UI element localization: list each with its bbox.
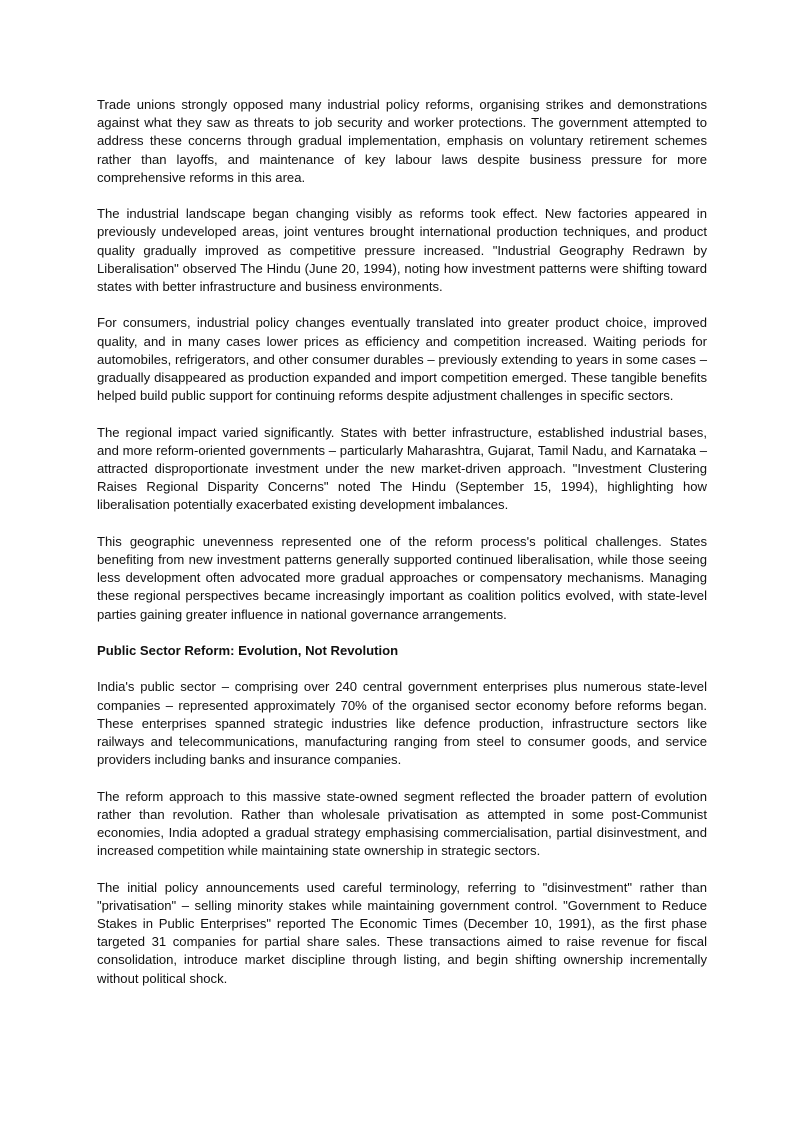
document-page [97,96,707,1006]
paragraph-trade-unions: Trade unions strongly opposed many industrial policy reforms, organising strikes and demonstrations against what they saw as threats to job security and worker protections. The government attempted to address these concerns through gradual implementation, emphasis on voluntary retirement schemes rather than layoffs, and maintenance of key labour laws despite business pressure for more comprehensive reforms in this area. [97,97,707,185]
paragraph-industrial-landscape: The industrial landscape began changing visibly as reforms took effect. New factories appeared in previously undeveloped areas, joint ventures brought international production techniques, and product quality gradually improved as competitive pressure increased. "Industrial Geography Redrawn by Liberalisation" observed The Hindu (June 20, 1994), noting how investment patterns were shifting toward states with better infrastructure and business environments. [97,206,707,295]
paragraph-geographic-unevenness: This geographic unevenness represented one of the reform process's political challenges. States benefiting from new investment patterns generally supported continued liberalisation, while those seeing less development often advocated more gradual approaches or compensatory mechanisms. Managing these regional perspectives became increasingly important as coalition politics evolved, with state-level parties gaining greater influence in national governance arrangements. [97,533,707,622]
paragraph-public-sector: India's public sector – comprising over 240 central government enterprises plus numerous state-level companies – represented approximately 70% of the organised sector economy before reforms began. These enterprises spanned strategic industries like defence production, infrastructure sectors like railways and telecommunications, manufacturing ranging from steel to consumer goods, and service providers including banks and insurance companies. [97,679,707,768]
paragraph-reform-approach: The reform approach to this massive state-owned segment reflected the broader pattern of evolution rather than revolution. Rather than wholesale privatisation as attempted in some post-Communist economies, India adopted a gradual strategy emphasising commercialisation, partial disinvestment, and increased competition while maintaining state ownership in strategic sectors. [97,788,707,859]
section-heading: Public Sector Reform: Evolution, Not Revolution [97,643,399,659]
paragraph-disinvestment: The initial policy announcements used careful terminology, referring to "disinvestment" rather than "privatisation" – selling minority stakes while maintaining government control. "Government to Reduce Stakes in Public Enterprises" reported The Economic Times (December 10, 1991), as the first phase targeted 31 companies for partial share sales. These transactions aimed to raise revenue for fiscal consolidation, introduce market discipline through listing, and begin shifting ownership incrementally without political shock. [97,879,707,986]
paragraph-regional-impact: The regional impact varied significantly. States with better infrastructure, established industrial bases, and more reform-oriented governments – particularly Maharashtra, Gujarat, Tamil Nadu, and Karnataka – attracted disproportionate investment under the new market-driven approach. "Investment Clustering Raises Regional Disparity Concerns" noted The Hindu (September 15, 1994), highlighting how liberalisation potentially exacerbated existing development imbalances. [97,424,707,513]
paragraph-consumers: For consumers, industrial policy changes eventually translated into greater product choice, improved quality, and in many cases lower prices as efficiency and competition increased. Waiting periods for automobiles, refrigerators, and other consumer durables – previously extending to years in some cases – gradually disappeared as production expanded and import competition emerged. These tangible benefits helped build public support for continuing reforms despite adjustment challenges in specific sectors. [97,315,707,404]
